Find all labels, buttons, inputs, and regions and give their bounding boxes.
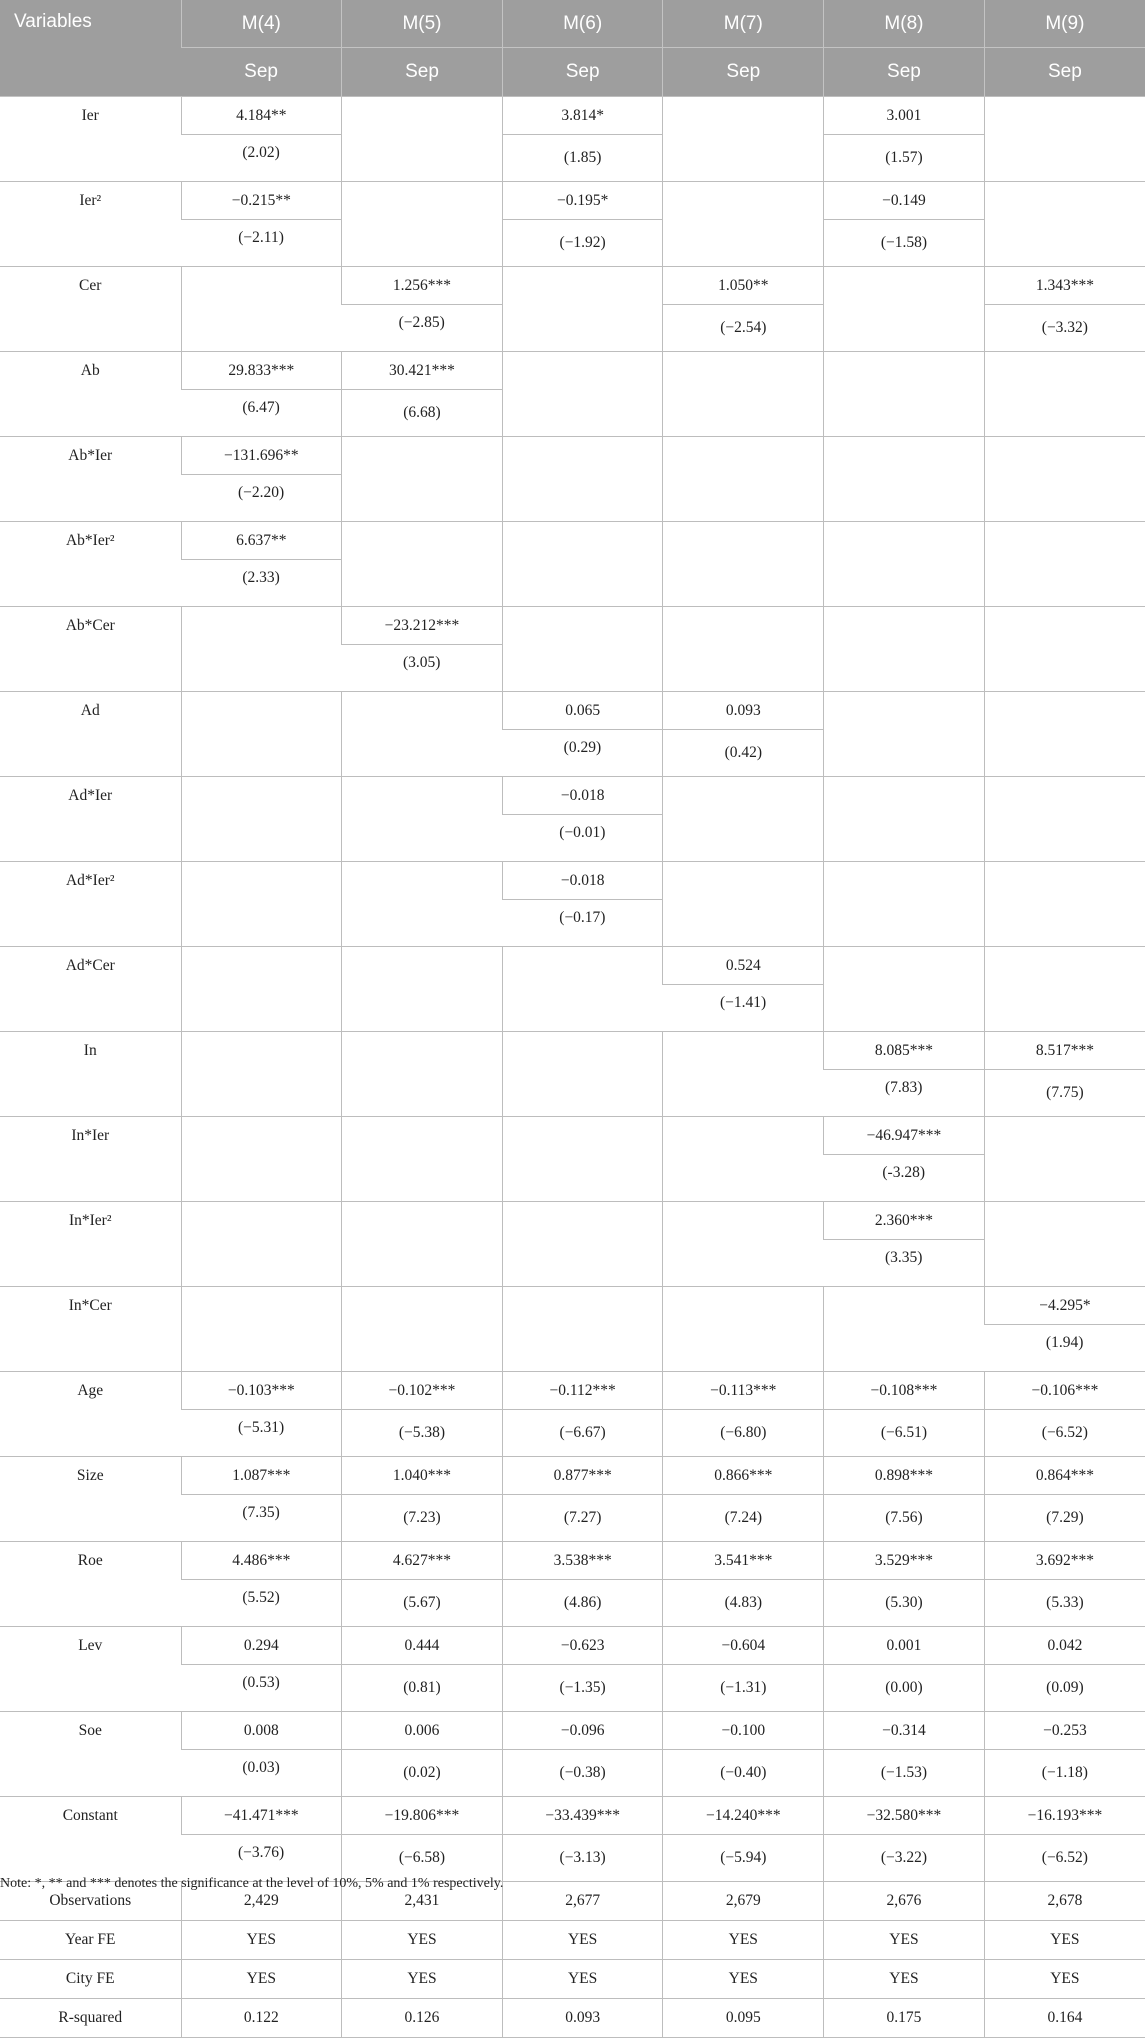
coef-cell: −33.439*** (502, 1797, 663, 1835)
table-row (0, 1797, 1145, 1835)
coef-cell: 8.085*** (824, 1032, 985, 1070)
row-label: In*Ier (0, 1117, 181, 1202)
stat-cell: YES (663, 1921, 824, 1960)
coef-cell: 4.486*** (181, 1542, 342, 1580)
stat-cell: YES (824, 1921, 985, 1960)
stat-cell: YES (824, 1960, 985, 1999)
empty-cell (502, 1202, 663, 1287)
table-header (0, 0, 1145, 97)
tstat-cell: (−1.41) (663, 985, 824, 1032)
coef-cell: 3.001 (824, 97, 985, 135)
tstat-cell: (−0.01) (502, 815, 663, 862)
table-row (0, 692, 1145, 730)
empty-cell (342, 777, 503, 862)
row-label: Ab (0, 352, 181, 437)
stat-cell: 2,679 (663, 1882, 824, 1921)
table-row (0, 267, 1145, 305)
tstat-cell: (0.42) (663, 730, 824, 777)
empty-cell (663, 1117, 824, 1202)
tstat-cell: (−6.58) (342, 1835, 503, 1882)
tstat-cell: (7.24) (663, 1495, 824, 1542)
row-label: Ab*Ier² (0, 522, 181, 607)
empty-cell (342, 1117, 503, 1202)
table-row (0, 1202, 1145, 1240)
header-sep: Sep (342, 48, 503, 97)
coef-cell: 0.864*** (984, 1457, 1145, 1495)
coef-cell: −0.102*** (342, 1372, 503, 1410)
coef-cell: 3.538*** (502, 1542, 663, 1580)
coef-cell: 1.256*** (342, 267, 503, 305)
empty-cell (502, 267, 663, 352)
tstat-cell: (−6.52) (984, 1835, 1145, 1882)
empty-cell (984, 777, 1145, 862)
tstat-cell: (−5.31) (181, 1410, 342, 1457)
row-label: Ab*Cer (0, 607, 181, 692)
tstat-cell: (0.53) (181, 1665, 342, 1712)
header-sep: Sep (181, 48, 342, 97)
row-label: In*Ier² (0, 1202, 181, 1287)
tstat-cell: (0.29) (502, 730, 663, 777)
stat-cell: 0.175 (824, 1999, 985, 2038)
table-row (0, 1032, 1145, 1070)
empty-cell (181, 1032, 342, 1117)
tstat-cell: (5.33) (984, 1580, 1145, 1627)
coef-cell: 0.008 (181, 1712, 342, 1750)
empty-cell (342, 522, 503, 607)
row-label: Ad*Ier² (0, 862, 181, 947)
table-row (0, 1712, 1145, 1750)
stat-cell: 2,677 (502, 1882, 663, 1921)
coef-cell: 1.343*** (984, 267, 1145, 305)
empty-cell (824, 692, 985, 777)
coef-cell: 4.627*** (342, 1542, 503, 1580)
empty-cell (824, 607, 985, 692)
empty-cell (342, 862, 503, 947)
row-label: Ier² (0, 182, 181, 267)
empty-cell (181, 1202, 342, 1287)
row-label: Ad*Cer (0, 947, 181, 1032)
coef-cell: −46.947*** (824, 1117, 985, 1155)
empty-cell (824, 862, 985, 947)
tstat-cell: (1.57) (824, 135, 985, 182)
table-row (0, 182, 1145, 220)
coef-cell: 3.814* (502, 97, 663, 135)
row-label: R-squared (0, 1999, 181, 2038)
tstat-cell: (7.35) (181, 1495, 342, 1542)
stat-cell: YES (984, 1960, 1145, 1999)
tstat-cell: (0.00) (824, 1665, 985, 1712)
header-model: M(4) (181, 0, 342, 48)
tstat-cell: (0.81) (342, 1665, 503, 1712)
coef-cell: −0.604 (663, 1627, 824, 1665)
empty-cell (502, 1032, 663, 1117)
stat-cell: YES (984, 1921, 1145, 1960)
stat-cell: YES (342, 1921, 503, 1960)
empty-cell (663, 1202, 824, 1287)
coef-cell: −0.108*** (824, 1372, 985, 1410)
empty-cell (342, 97, 503, 182)
empty-cell (502, 607, 663, 692)
coef-cell: −14.240*** (663, 1797, 824, 1835)
empty-cell (342, 692, 503, 777)
tstat-cell: (−2.11) (181, 220, 342, 267)
tstat-cell: (−3.32) (984, 305, 1145, 352)
row-label: Size (0, 1457, 181, 1542)
empty-cell (181, 267, 342, 352)
empty-cell (663, 607, 824, 692)
row-label: Ad (0, 692, 181, 777)
coef-cell: 0.877*** (502, 1457, 663, 1495)
tstat-cell: (1.85) (502, 135, 663, 182)
tstat-cell: (0.09) (984, 1665, 1145, 1712)
tstat-cell: (4.86) (502, 1580, 663, 1627)
tstat-cell: (−5.94) (663, 1835, 824, 1882)
coef-cell: 30.421*** (342, 352, 503, 390)
empty-cell (342, 1287, 503, 1372)
tstat-cell: (−2.85) (342, 305, 503, 352)
stat-cell: 2,676 (824, 1882, 985, 1921)
empty-cell (984, 607, 1145, 692)
row-label: Ab*Ier (0, 437, 181, 522)
coef-cell: −0.113*** (663, 1372, 824, 1410)
stat-cell: 2,429 (181, 1882, 342, 1921)
row-label: Cer (0, 267, 181, 352)
coef-cell: −19.806*** (342, 1797, 503, 1835)
tstat-cell: (7.75) (984, 1070, 1145, 1117)
table-row (0, 1287, 1145, 1325)
tstat-cell: (−3.22) (824, 1835, 985, 1882)
empty-cell (984, 862, 1145, 947)
row-label: Year FE (0, 1921, 181, 1960)
coef-cell: 1.050** (663, 267, 824, 305)
coef-cell: −0.149 (824, 182, 985, 220)
empty-cell (502, 522, 663, 607)
row-label: Observations (0, 1882, 181, 1921)
empty-cell (663, 182, 824, 267)
coef-cell: 6.637** (181, 522, 342, 560)
header-model: M(7) (663, 0, 824, 48)
empty-cell (502, 352, 663, 437)
coef-cell: −0.215** (181, 182, 342, 220)
coef-cell: −32.580*** (824, 1797, 985, 1835)
coef-cell: 1.040*** (342, 1457, 503, 1495)
empty-cell (984, 182, 1145, 267)
tstat-cell: (−6.52) (984, 1410, 1145, 1457)
table-row (0, 437, 1145, 475)
stat-cell: YES (663, 1960, 824, 1999)
coef-cell: 3.692*** (984, 1542, 1145, 1580)
coef-cell: 0.866*** (663, 1457, 824, 1495)
tstat-cell: (5.52) (181, 1580, 342, 1627)
header-sep: Sep (663, 48, 824, 97)
empty-cell (663, 437, 824, 522)
table-row (0, 1627, 1145, 1665)
stat-cell: 0.126 (342, 1999, 503, 2038)
stat-cell: YES (342, 1960, 503, 1999)
stat-cell: 2,678 (984, 1882, 1145, 1921)
stat-cell: 0.164 (984, 1999, 1145, 2038)
table-row (0, 1372, 1145, 1410)
tstat-cell: (−6.67) (502, 1410, 663, 1457)
row-label: Ad*Ier (0, 777, 181, 862)
empty-cell (663, 97, 824, 182)
coef-cell: 0.006 (342, 1712, 503, 1750)
coef-cell: 29.833*** (181, 352, 342, 390)
empty-cell (824, 267, 985, 352)
coef-cell: −0.106*** (984, 1372, 1145, 1410)
coef-cell: 0.042 (984, 1627, 1145, 1665)
header-sep: Sep (502, 48, 663, 97)
tstat-cell: (−1.92) (502, 220, 663, 267)
header-model: M(5) (342, 0, 503, 48)
coef-cell: −0.195* (502, 182, 663, 220)
tstat-cell: (−3.13) (502, 1835, 663, 1882)
tstat-cell: (−0.38) (502, 1750, 663, 1797)
tstat-cell: (−1.58) (824, 220, 985, 267)
row-label: In*Cer (0, 1287, 181, 1372)
table-row (0, 862, 1145, 900)
tstat-cell: (7.23) (342, 1495, 503, 1542)
tstat-cell: (7.83) (824, 1070, 985, 1117)
coef-cell: −0.018 (502, 777, 663, 815)
tstat-cell: (−5.38) (342, 1410, 503, 1457)
coef-cell: 3.541*** (663, 1542, 824, 1580)
coef-cell: −0.253 (984, 1712, 1145, 1750)
empty-cell (663, 1287, 824, 1372)
row-label: Ier (0, 97, 181, 182)
tstat-cell: (7.27) (502, 1495, 663, 1542)
row-label: In (0, 1032, 181, 1117)
empty-cell (342, 947, 503, 1032)
header-model: M(6) (502, 0, 663, 48)
empty-cell (181, 1117, 342, 1202)
empty-cell (824, 437, 985, 522)
table-row (0, 522, 1145, 560)
tstat-cell: (4.83) (663, 1580, 824, 1627)
coef-cell: 3.529*** (824, 1542, 985, 1580)
coef-cell: −16.193*** (984, 1797, 1145, 1835)
tstat-cell: (−1.18) (984, 1750, 1145, 1797)
empty-cell (181, 947, 342, 1032)
empty-cell (824, 352, 985, 437)
stat-cell: YES (181, 1960, 342, 1999)
coef-cell: 1.087*** (181, 1457, 342, 1495)
empty-cell (502, 1117, 663, 1202)
table-row (0, 1921, 1145, 1960)
table-row (0, 947, 1145, 985)
coef-cell: 8.517*** (984, 1032, 1145, 1070)
header-model: M(9) (984, 0, 1145, 48)
empty-cell (181, 607, 342, 692)
tstat-cell: (−0.17) (502, 900, 663, 947)
empty-cell (663, 522, 824, 607)
empty-cell (342, 1202, 503, 1287)
coef-cell: −41.471*** (181, 1797, 342, 1835)
empty-cell (824, 522, 985, 607)
coef-cell: 0.065 (502, 692, 663, 730)
tstat-cell: (6.47) (181, 390, 342, 437)
coef-cell: −0.112*** (502, 1372, 663, 1410)
table-row (0, 777, 1145, 815)
tstat-cell: (2.33) (181, 560, 342, 607)
empty-cell (984, 97, 1145, 182)
empty-cell (663, 862, 824, 947)
tstat-cell: (−0.40) (663, 1750, 824, 1797)
tstat-cell: (−1.31) (663, 1665, 824, 1712)
tstat-cell: (3.05) (342, 645, 503, 692)
stat-cell: YES (502, 1960, 663, 1999)
coef-cell: 0.444 (342, 1627, 503, 1665)
coef-cell: −0.314 (824, 1712, 985, 1750)
tstat-cell: (−2.20) (181, 475, 342, 522)
empty-cell (984, 437, 1145, 522)
empty-cell (342, 437, 503, 522)
coef-cell: −4.295* (984, 1287, 1145, 1325)
empty-cell (824, 1287, 985, 1372)
empty-cell (342, 1032, 503, 1117)
coef-cell: −0.018 (502, 862, 663, 900)
empty-cell (824, 947, 985, 1032)
table-row (0, 352, 1145, 390)
coef-cell: −0.096 (502, 1712, 663, 1750)
tstat-cell: (7.56) (824, 1495, 985, 1542)
tstat-cell: (5.30) (824, 1580, 985, 1627)
empty-cell (984, 1202, 1145, 1287)
row-label: Soe (0, 1712, 181, 1797)
table-row (0, 607, 1145, 645)
coef-cell: 0.294 (181, 1627, 342, 1665)
coef-cell: 4.184** (181, 97, 342, 135)
empty-cell (984, 352, 1145, 437)
tstat-cell: (5.67) (342, 1580, 503, 1627)
tstat-cell: (6.68) (342, 390, 503, 437)
empty-cell (502, 437, 663, 522)
tstat-cell: (3.35) (824, 1240, 985, 1287)
empty-cell (342, 182, 503, 267)
stat-cell: YES (502, 1921, 663, 1960)
table-row (0, 1457, 1145, 1495)
tstat-cell: (−1.35) (502, 1665, 663, 1712)
tstat-cell: (0.03) (181, 1750, 342, 1797)
empty-cell (663, 1032, 824, 1117)
row-label: City FE (0, 1960, 181, 1999)
stat-cell: 0.122 (181, 1999, 342, 2038)
tstat-cell: (−3.76) (181, 1835, 342, 1882)
row-label: Constant (0, 1797, 181, 1882)
tstat-cell: (-3.28) (824, 1155, 985, 1202)
empty-cell (663, 777, 824, 862)
empty-cell (824, 777, 985, 862)
stat-cell: YES (181, 1921, 342, 1960)
empty-cell (181, 777, 342, 862)
stat-cell: 0.093 (502, 1999, 663, 2038)
tstat-cell: (1.94) (984, 1325, 1145, 1372)
empty-cell (181, 692, 342, 777)
coef-cell: −131.696** (181, 437, 342, 475)
coef-cell: 0.524 (663, 947, 824, 985)
table-row (0, 1960, 1145, 1999)
tstat-cell: (−1.53) (824, 1750, 985, 1797)
empty-cell (984, 692, 1145, 777)
table-row (0, 1117, 1145, 1155)
header-model: M(8) (824, 0, 985, 48)
coef-cell: −23.212*** (342, 607, 503, 645)
coef-cell: −0.103*** (181, 1372, 342, 1410)
header-sep: Sep (824, 48, 985, 97)
coef-cell: 0.898*** (824, 1457, 985, 1495)
tstat-cell: (2.02) (181, 135, 342, 182)
row-label: Roe (0, 1542, 181, 1627)
coef-cell: −0.100 (663, 1712, 824, 1750)
table-body (0, 97, 1145, 2038)
tstat-cell: (−2.54) (663, 305, 824, 352)
coef-cell: −0.623 (502, 1627, 663, 1665)
empty-cell (181, 862, 342, 947)
row-label: Lev (0, 1627, 181, 1712)
coef-cell: 0.093 (663, 692, 824, 730)
empty-cell (181, 1287, 342, 1372)
table-row (0, 1542, 1145, 1580)
table-row (0, 1999, 1145, 2038)
tstat-cell: (0.02) (342, 1750, 503, 1797)
row-label: Age (0, 1372, 181, 1457)
empty-cell (502, 1287, 663, 1372)
stat-cell: 2,431 (342, 1882, 503, 1921)
tstat-cell: (7.29) (984, 1495, 1145, 1542)
empty-cell (984, 522, 1145, 607)
stat-cell: 0.095 (663, 1999, 824, 2038)
tstat-cell: (−6.51) (824, 1410, 985, 1457)
empty-cell (984, 1117, 1145, 1202)
table-row (0, 97, 1145, 135)
header-sep: Sep (984, 48, 1145, 97)
empty-cell (663, 352, 824, 437)
header-variables: Variables (0, 0, 181, 97)
table-note: Note: *, ** and *** denotes the significance at the level of 10%, 5% and 1% respectively. (0, 1876, 504, 1891)
tstat-cell: (−6.80) (663, 1410, 824, 1457)
coef-cell: 2.360*** (824, 1202, 985, 1240)
empty-cell (984, 947, 1145, 1032)
empty-cell (502, 947, 663, 1032)
coef-cell: 0.001 (824, 1627, 985, 1665)
